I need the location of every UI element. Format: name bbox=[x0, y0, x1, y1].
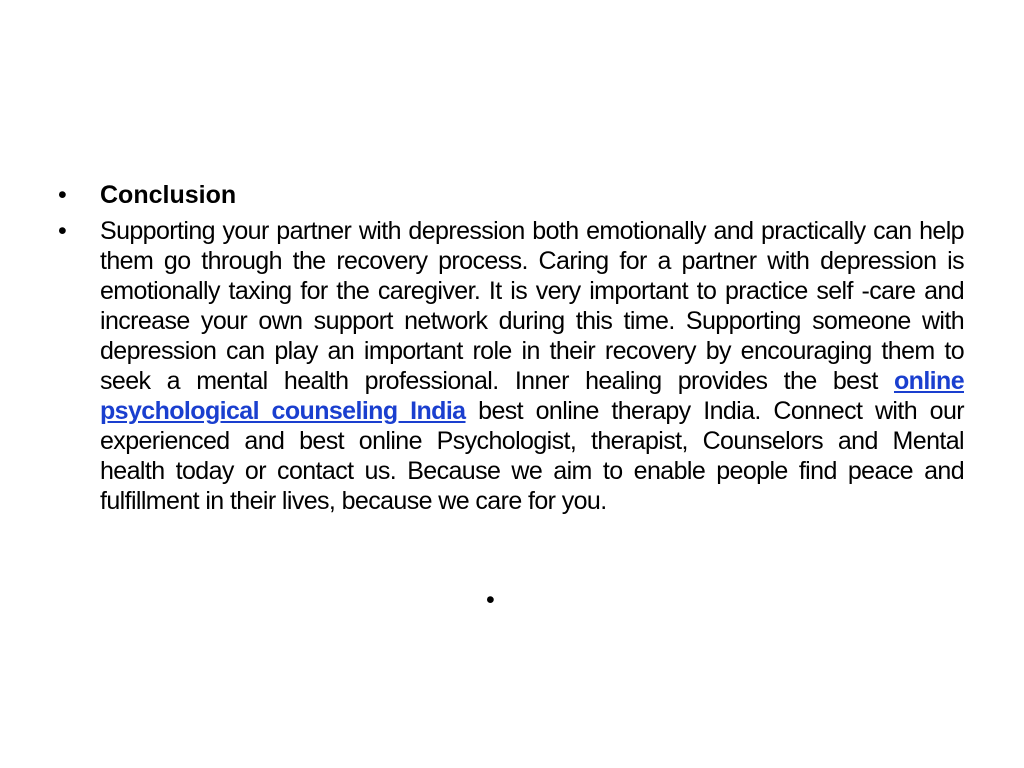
counseling-link[interactable]: online psychological counseling India bbox=[100, 367, 964, 425]
bullet-dot: • bbox=[58, 181, 67, 209]
bullet-item-paragraph bbox=[58, 216, 964, 516]
paragraph-text-before-link: Supporting your partner with depression both emotionally and practically can help them go through the recovery process. Caring for a partner with depression is emotionally taxing for the caregiver. It is very important to practice self -care and increase your own support network during this time. Supporting someone with depression can play an important role in their recovery by encouraging them to seek a mental health professional. Inner healing provides the best bbox=[100, 217, 964, 395]
paragraph-text-after-link: best online therapy India. Connect with our experienced and best online Psychologist, therapist, Counselors and Mental health today or contact us. Because we aim to enable people find peace and fulfillment in their lives, because we care for you. bbox=[100, 397, 965, 515]
empty-bullet-dot: • bbox=[486, 586, 495, 614]
conclusion-heading: Conclusion bbox=[100, 181, 237, 209]
bullet-list bbox=[58, 180, 964, 522]
conclusion-paragraph bbox=[100, 216, 964, 516]
bullet-dot: • bbox=[58, 217, 67, 245]
bullet-item-heading bbox=[58, 180, 964, 210]
